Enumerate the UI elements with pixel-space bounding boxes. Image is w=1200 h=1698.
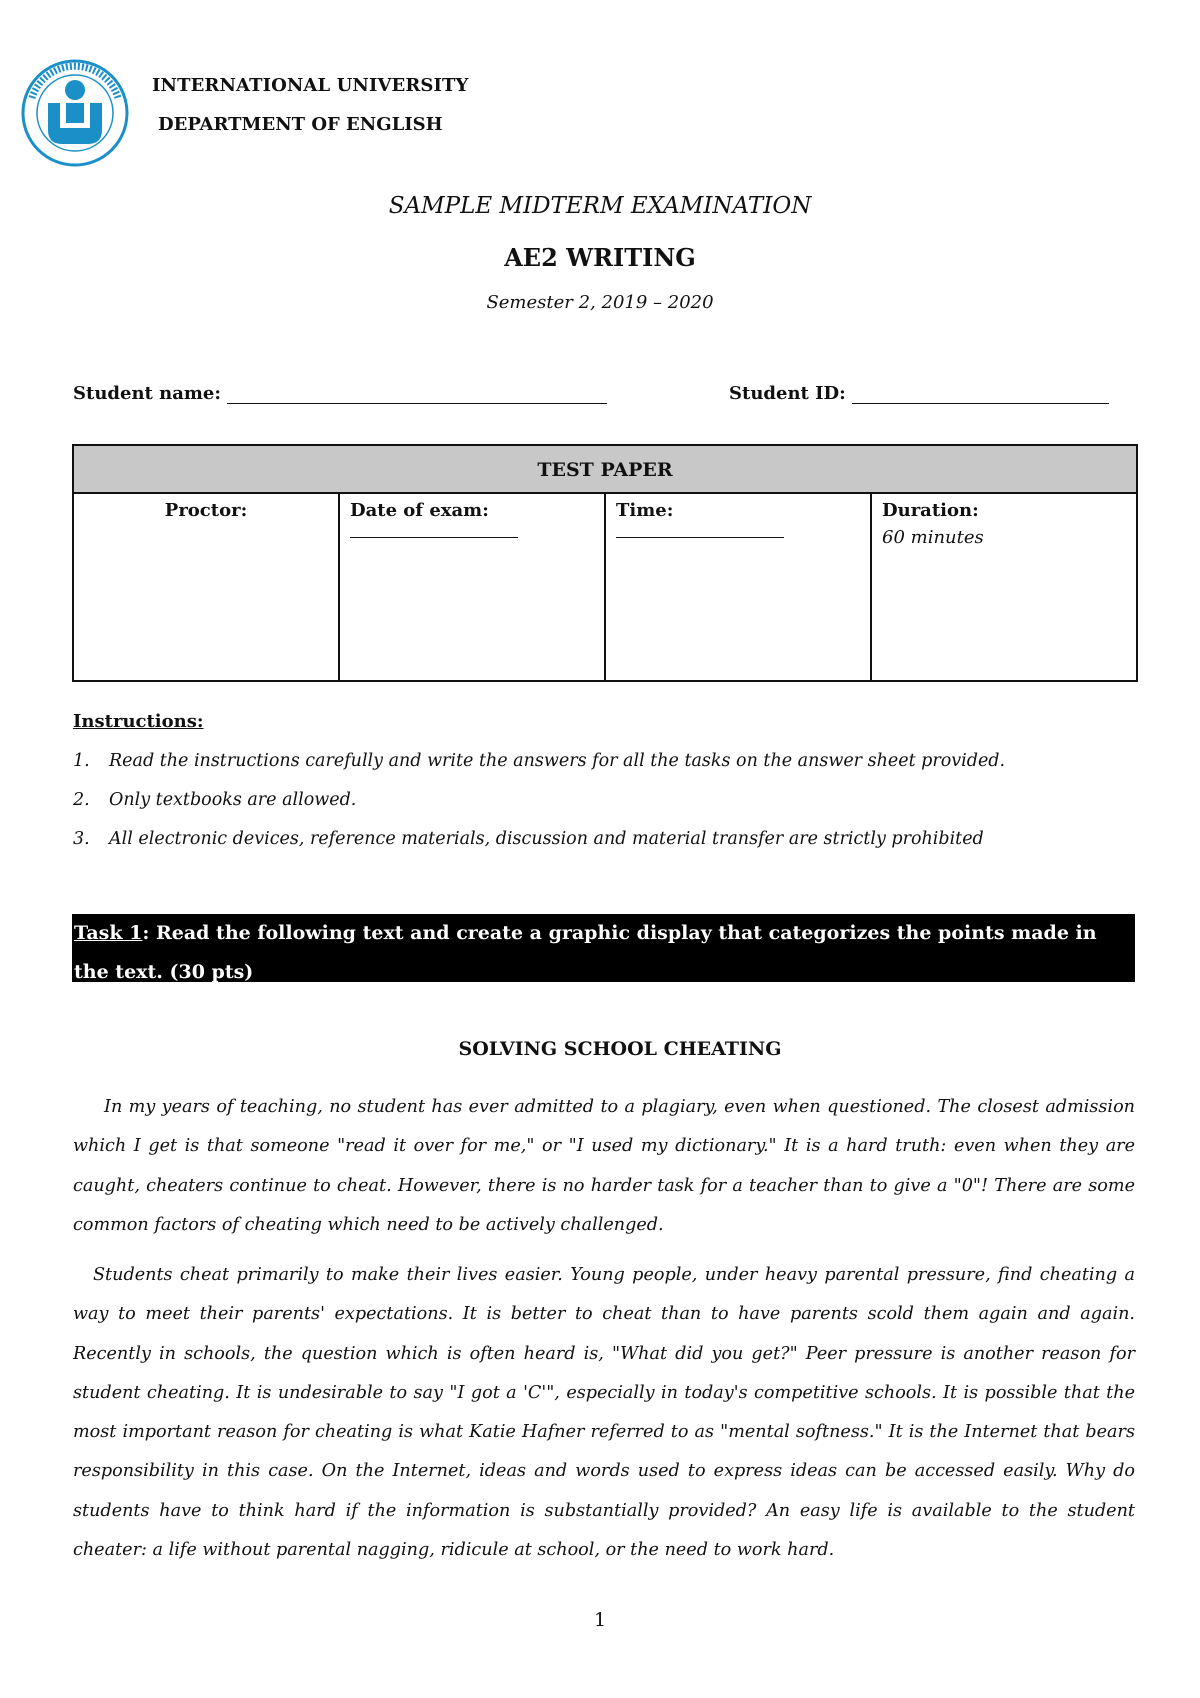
duration-label: Duration: [882,500,979,521]
instruction-text: Only textbooks are allowed. [109,790,357,810]
page-number: 1 [593,1609,607,1631]
duration-value: 60 minutes [882,527,984,548]
essay-title: SOLVING SCHOOL CHEATING [458,1038,782,1060]
student-id-label: Student ID: [729,383,846,404]
instruction-item [73,790,356,810]
student-id-field[interactable] [729,383,1109,404]
time-cell[interactable] [606,494,872,680]
instruction-text: Read the instructions carefully and write the answers for all the tasks on the answer sheet provided. [109,751,1006,771]
task-1-banner [72,914,1135,982]
instruction-number: 1. [73,751,90,771]
course-title: AE2 WRITING [504,243,696,272]
instruction-item [73,829,984,849]
student-id-blank[interactable] [852,385,1109,404]
date-label: Date of exam: [350,500,489,521]
university-name: INTERNATIONAL UNIVERSITY [152,75,469,96]
task-1-label: Task 1 [74,922,143,944]
student-name-field[interactable] [73,383,607,404]
semester: Semester 2, 2019 – 2020 [486,292,714,313]
duration-cell [872,494,1136,680]
student-name-label: Student name: [73,383,221,404]
test-paper-table [72,444,1138,682]
time-blank[interactable] [616,521,784,538]
test-paper-heading: TEST PAPER [74,446,1136,494]
date-blank[interactable] [350,521,518,538]
department-name: DEPARTMENT OF ENGLISH [158,114,443,135]
proctor-cell[interactable] [74,494,340,680]
task-1-text: : Read the following text and create a graphic display that categorizes the points made in the text. (30 pts) [74,922,1097,983]
essay-paragraph: In my years of teaching, no student has ever admitted to a plagiary, even when questioned. The closest admission which I get is that someone "read it over for me," or "I used my dictionary." It is a hard truth: even when they are caught, cheaters continue to cheat. However, there is no harder task for a teacher than to give a "0"! There are some common factors of cheating which need to be actively challenged. [73,1097,1135,1235]
proctor-label: Proctor: [164,500,248,521]
exam-title: SAMPLE MIDTERM EXAMINATION [388,193,812,219]
instruction-text: All electronic devices, reference materials, discussion and material transfer are strictly prohibited [109,829,984,849]
instruction-item [73,751,1005,771]
student-name-blank[interactable] [227,385,607,404]
date-cell[interactable] [340,494,606,680]
instruction-number: 3. [73,829,90,849]
time-label: Time: [616,500,674,521]
instruction-number: 2. [73,790,90,810]
essay-paragraph: Students cheat primarily to make their lives easier. Young people, under heavy parental pressure, find cheating a way to meet their parents' expectations. It is better to cheat than to have parents scold them again and again. Recently in schools, the question which is often heard is, "What did you get?" Peer pressure is another reason for student cheating. It is undesirable to say "I got a 'C'", especially in today's competitive schools. It is possible that the most important reason for cheating is what Katie Hafner referred to as "mental softness." It is the Internet that bears responsibility in this case. On the Internet, ideas and words used to express ideas can be accessed easily. Why do students have to think hard if the information is substantially provided? An easy life is available to the student cheater: a life without parental nagging, ridicule at school, or the need to work hard. [73,1265,1135,1561]
instructions-heading: Instructions: [73,711,204,732]
university-seal-icon [20,58,130,168]
